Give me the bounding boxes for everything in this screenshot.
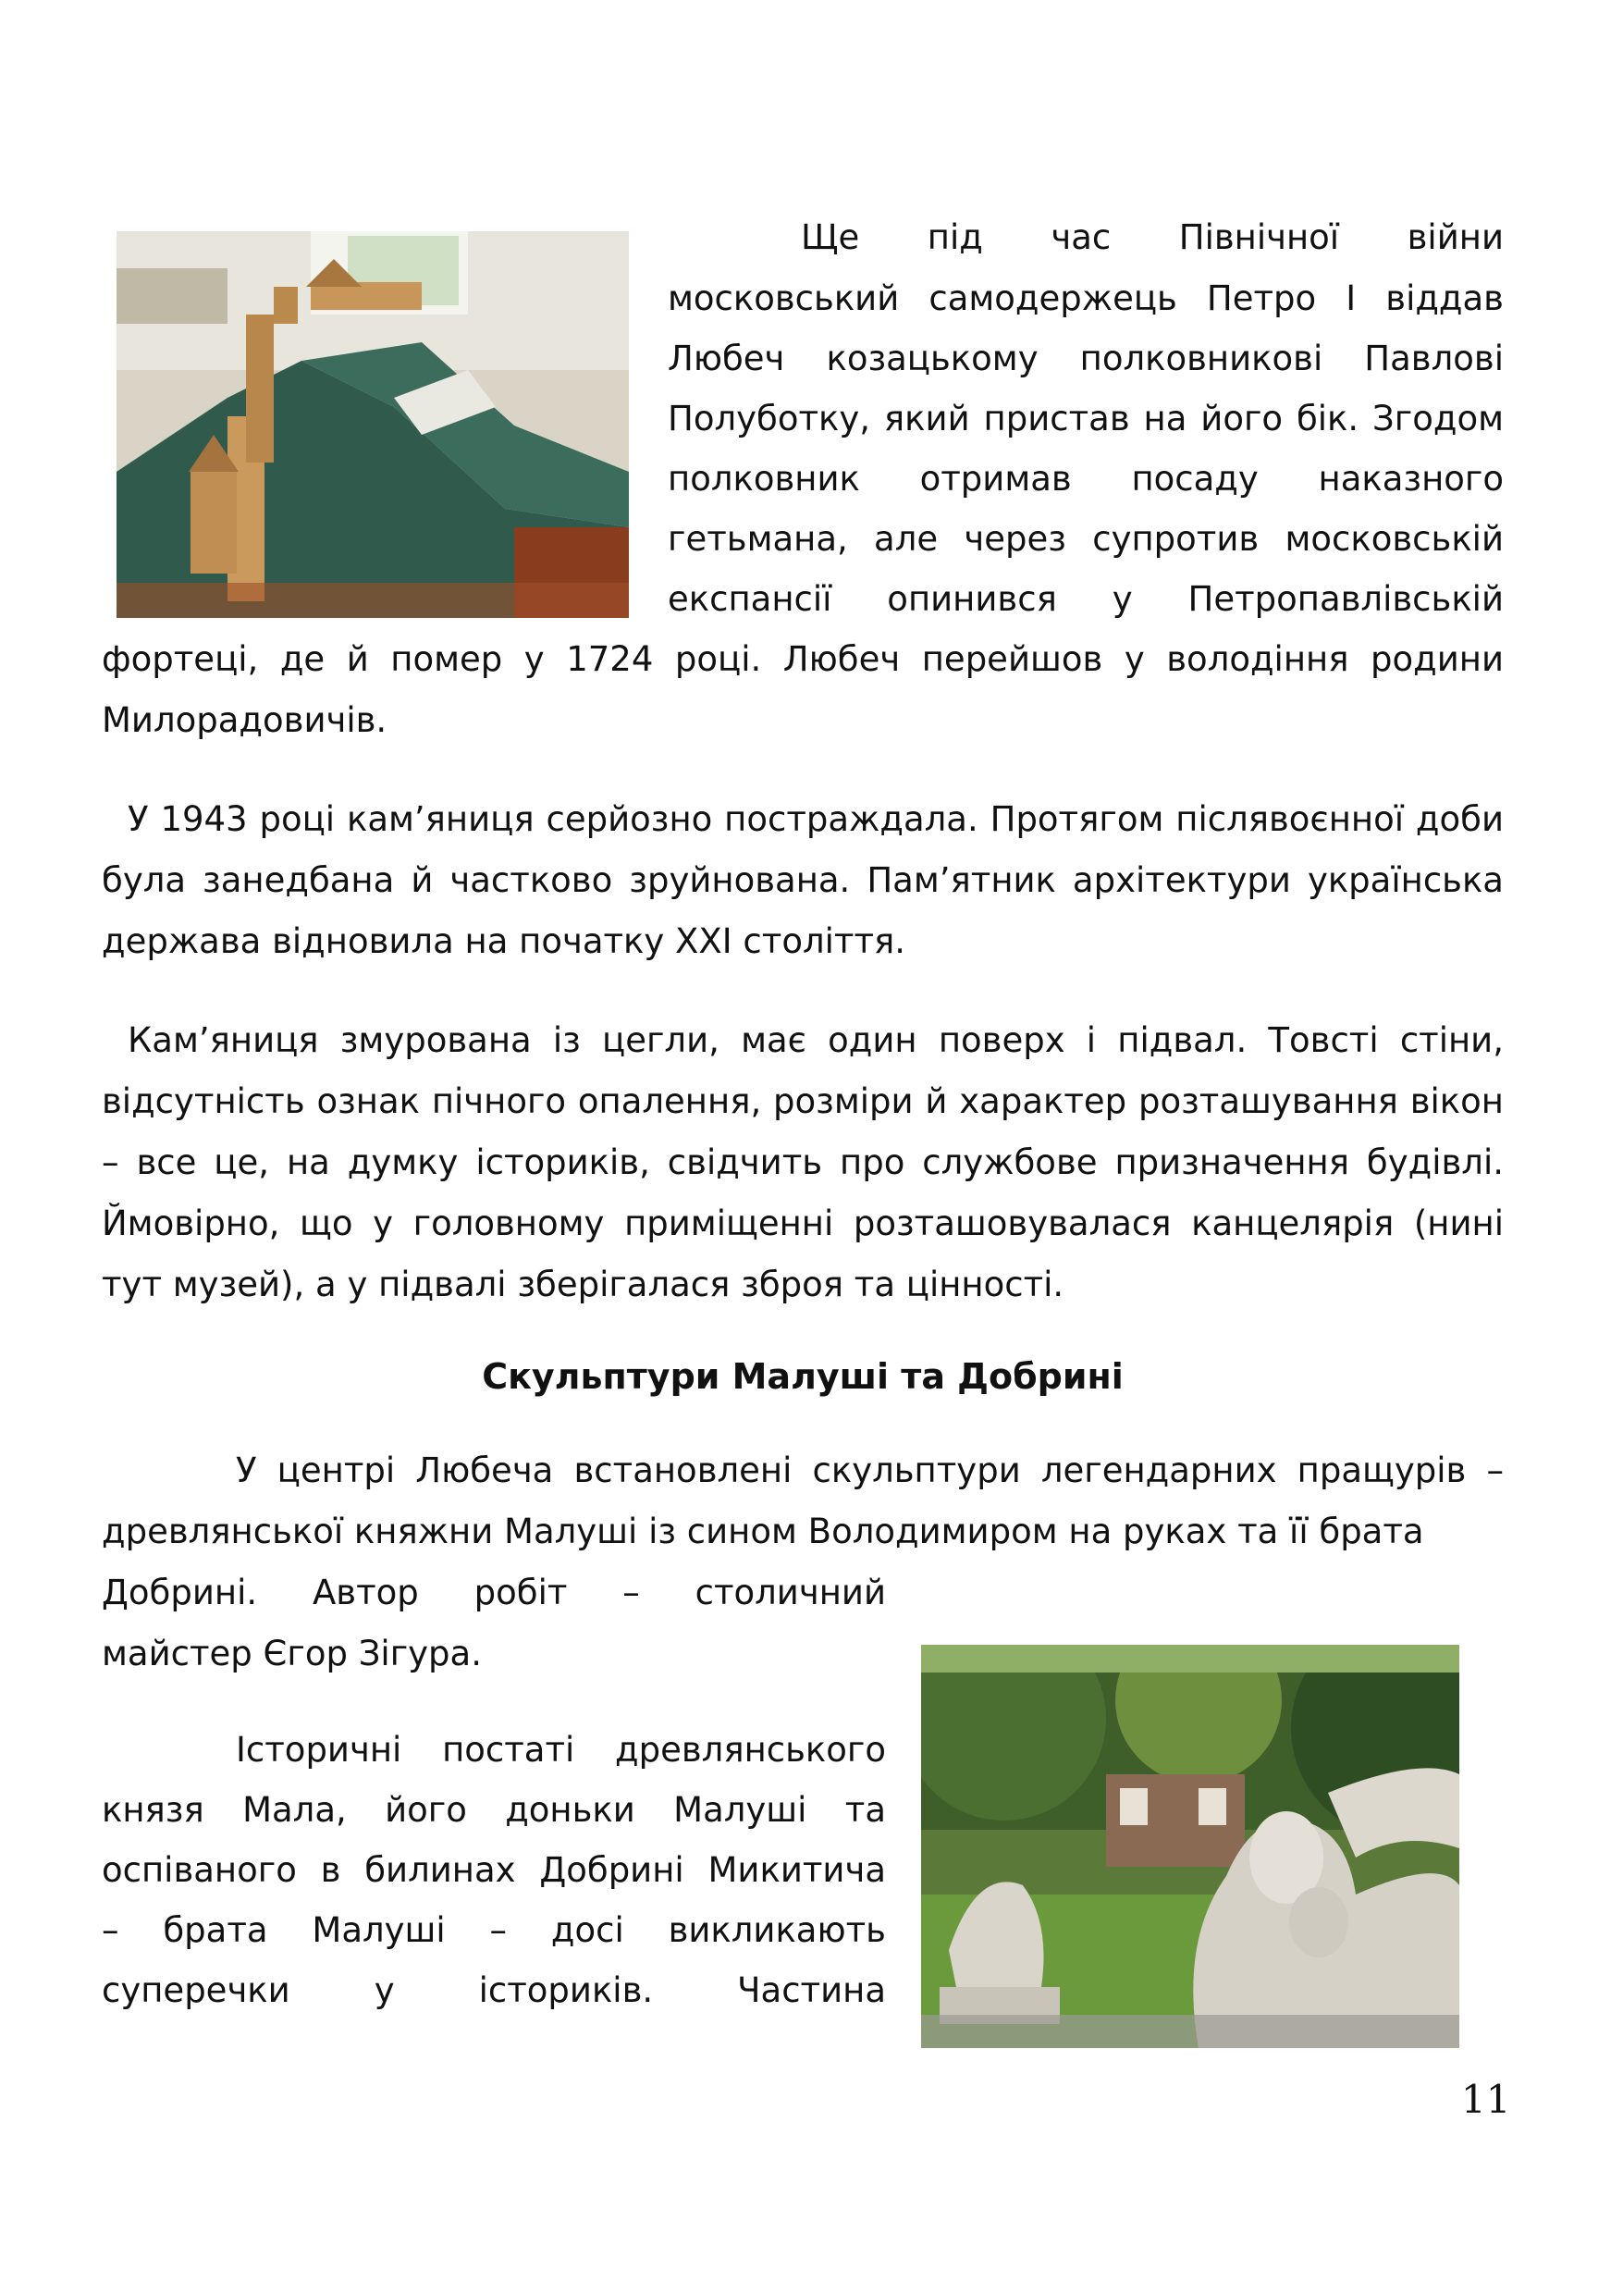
sculpture-image (921, 1645, 1459, 2048)
fortress-model-image (117, 231, 629, 618)
p5-line-5: суперечки у істориків. Частина (102, 1970, 886, 2010)
paragraph-3: Кам’яниця змурована із цегли, має один поверх і підвал. Товсті стіни, відсутність ознак пічного опалення, розміри й характер розташування вікон – все це, на думку істориків, свідчить про службове призначення будівлі. Ймовірно, що у головному приміщенні розташовувалася канцелярія (нині тут музей), а у підвалі зберігалася зброя та цінності. (102, 1020, 1504, 1304)
p1-line-5: полковник отримав посаду наказного (668, 459, 1504, 499)
p1-line-4: Полуботку, який пристав на його бік. Згодом (668, 399, 1504, 438)
p1-line-1: Ще під час Північної війни (801, 217, 1504, 257)
p4-line-4: майстер Єгор Зігура. (102, 1634, 482, 1673)
paragraph-2: У 1943 році кам’яниця серйозно постраждала. Протягом післявоєнної доби була занедбана й частково зруйнована. Пам’ятник архітектури українська держава відновила на початку XXI століття. (102, 799, 1504, 961)
p5-line-2: князя Мала, його доньки Малуші та (102, 1790, 886, 1830)
p5-line-4: – брата Малуші – досі викликають (102, 1910, 886, 1950)
p1-line-6: гетьмана, але через супротив московській (668, 519, 1504, 559)
page-number: 11 (1461, 2077, 1511, 2122)
p5-line-1: Історичні постаті древлянського (236, 1730, 886, 1770)
p1-line-7: експансії опинився у Петропавлівській (668, 579, 1504, 619)
section-heading: Скульптури Малуші та Добрині (482, 1356, 1124, 1397)
p4-full-width: У центрі Любеча встановлені скульптури легендарних пращурів – древлянської княжни Малуші із сином Володимиром на руках та її брата (102, 1450, 1504, 1551)
fortress-model-photo (117, 231, 629, 618)
p1-rest: фортеці, де й помер у 1724 році. Любеч перейшов у володіння родини Милорадовичів. (102, 639, 1504, 740)
sculpture-photo (921, 1645, 1459, 2048)
p4-line-3: Добрині. Автор робіт – столичний (102, 1573, 886, 1612)
p1-line-3: Любеч козацькому полковникові Павлові (668, 339, 1504, 378)
p1-line-2: московський самодержець Петро I віддав (668, 278, 1504, 318)
p5-line-3: оспіваного в билинах Добрині Микитича (102, 1850, 886, 1890)
